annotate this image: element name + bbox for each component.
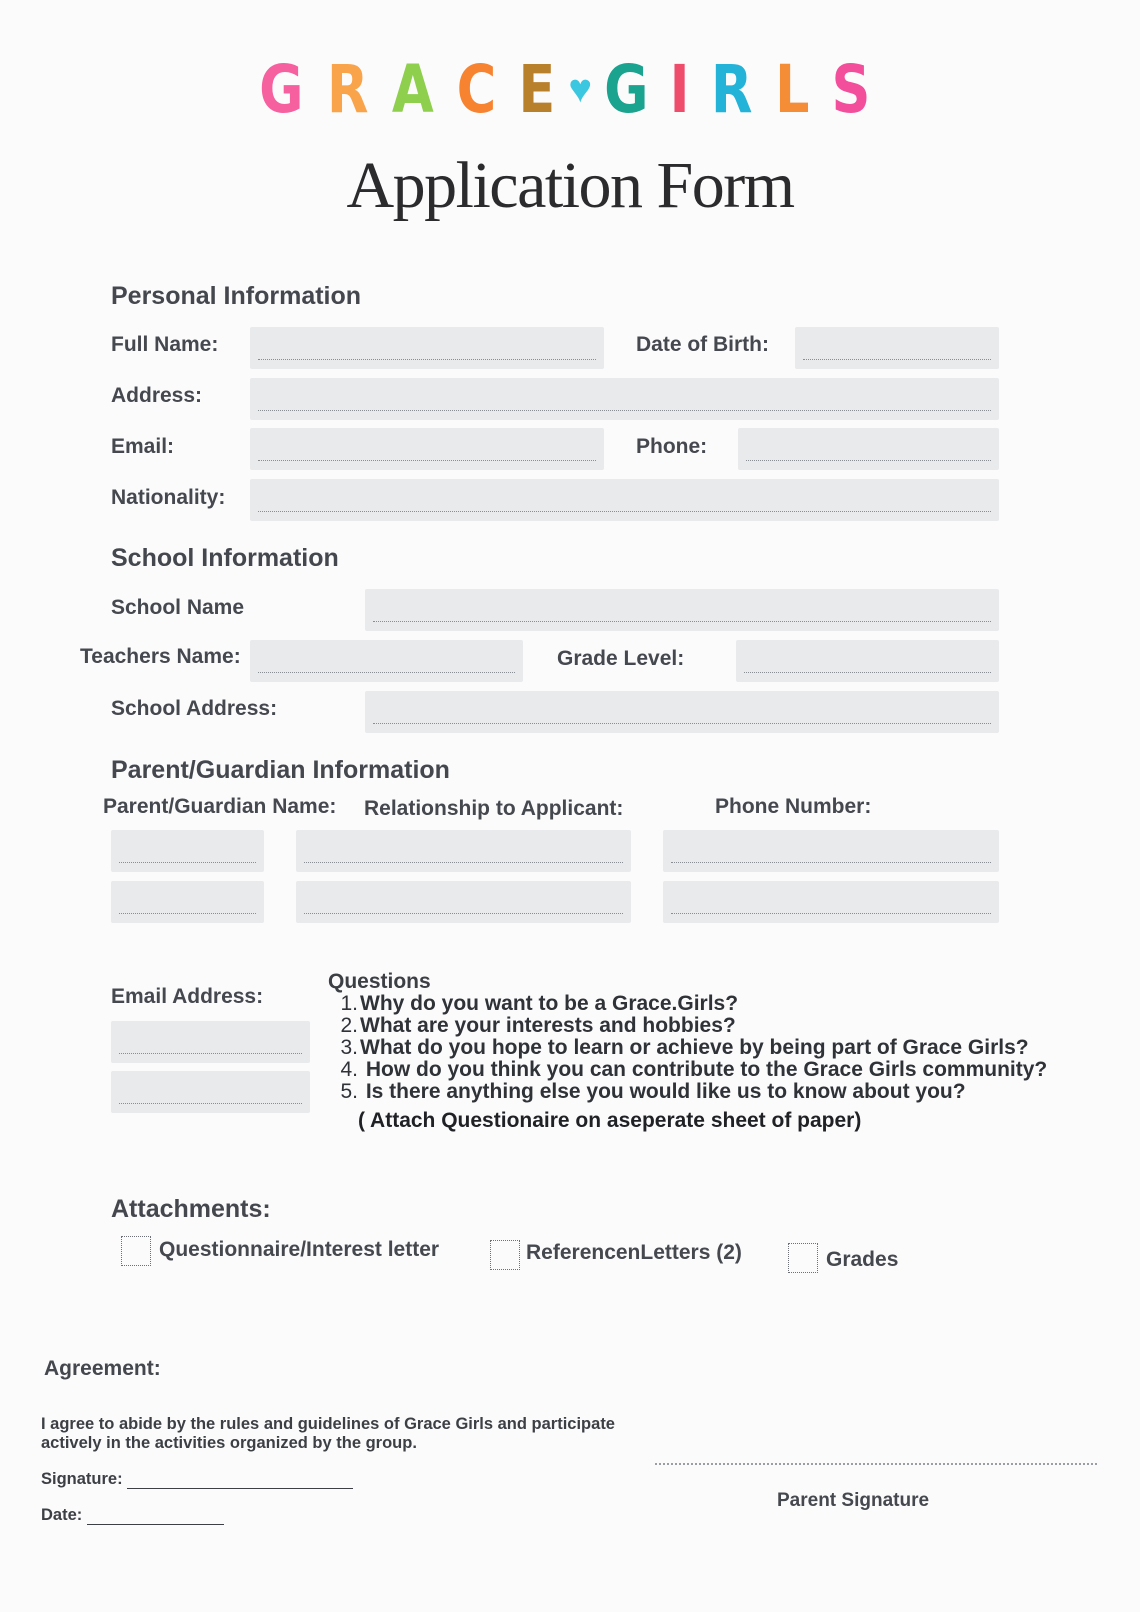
dob-label: Date of Birth:	[636, 333, 769, 356]
phone-field[interactable]	[738, 428, 999, 470]
logo-letter: A	[391, 51, 445, 128]
phone-number-column-label: Phone Number:	[715, 795, 872, 818]
questions-list	[338, 993, 1047, 1103]
heart-icon: ♥	[568, 67, 593, 111]
grace-girls-logo	[0, 50, 1140, 130]
signature-line	[41, 1470, 353, 1489]
full-name-field[interactable]	[250, 327, 604, 369]
school-name-label: School Name	[111, 596, 245, 619]
guardian-name-field-2[interactable]	[111, 881, 264, 923]
grades-checkbox[interactable]	[788, 1243, 818, 1273]
nationality-field[interactable]	[250, 479, 999, 521]
guardian-phone-field-2[interactable]	[663, 881, 999, 923]
logo-word-grace	[253, 51, 573, 128]
signature-input-line[interactable]	[127, 1474, 353, 1489]
teachers-name-field[interactable]	[250, 640, 523, 682]
school-name-field[interactable]	[365, 589, 999, 631]
reference-letters-checkbox-label: ReferencenLetters (2)	[526, 1241, 742, 1264]
agreement-text	[41, 1415, 615, 1453]
logo-letter: R	[326, 51, 380, 128]
guardian-email-label: Email Address:	[111, 985, 264, 1008]
email-label: Email:	[111, 435, 175, 458]
logo-word-girls	[598, 51, 887, 128]
relationship-field-1[interactable]	[296, 830, 631, 872]
school-info-heading: School Information	[111, 544, 339, 572]
agreement-text-line: I agree to abide by the rules and guidelines of Grace Girls and participate	[41, 1415, 615, 1433]
address-field[interactable]	[250, 378, 999, 420]
parent-signature-line[interactable]	[655, 1463, 1097, 1465]
logo-letter: E	[518, 51, 568, 128]
logo-letter: I	[669, 51, 702, 128]
questionnaire-checkbox[interactable]	[121, 1236, 151, 1266]
date-input-line[interactable]	[87, 1510, 224, 1525]
full-name-label: Full Name:	[111, 333, 219, 356]
date-label: Date:	[41, 1506, 83, 1524]
signature-label: Signature:	[41, 1470, 123, 1488]
questionnaire-checkbox-label: Questionnaire/Interest letter	[159, 1238, 440, 1261]
question-item: 5. Is there anything else you would like us to know about you?	[340, 1080, 966, 1103]
grade-level-field[interactable]	[736, 640, 999, 682]
address-label: Address:	[111, 384, 203, 407]
logo-letter: G	[258, 51, 315, 128]
attachments-heading: Attachments:	[111, 1195, 271, 1223]
question-item: 4. How do you think you can contribute to the Grace Girls community?	[340, 1058, 1048, 1081]
nationality-label: Nationality:	[111, 486, 226, 509]
question-item: 2.What are your interests and hobbies?	[340, 1014, 736, 1037]
guardian-name-field-1[interactable]	[111, 830, 264, 872]
date-line	[41, 1506, 224, 1525]
email-field[interactable]	[250, 428, 604, 470]
grade-level-label: Grade Level:	[557, 647, 685, 670]
question-item: 3.What do you hope to learn or achieve by being part of Grace Girls?	[340, 1036, 1029, 1059]
guardian-phone-field-1[interactable]	[663, 830, 999, 872]
logo-letter: L	[774, 51, 821, 128]
guardian-email-field-2[interactable]	[111, 1071, 310, 1113]
guardian-info-heading: Parent/Guardian Information	[111, 756, 450, 784]
guardian-name-column-label: Parent/Guardian Name:	[103, 795, 337, 818]
logo-letter: C	[456, 51, 508, 128]
teachers-name-label: Teachers Name:	[80, 645, 241, 668]
page-title: Application Form	[346, 149, 794, 222]
dob-field[interactable]	[795, 327, 999, 369]
logo-letter: R	[710, 51, 764, 128]
agreement-text-line: actively in the activities organized by the group.	[41, 1434, 417, 1452]
school-address-field[interactable]	[365, 691, 999, 733]
questionnaire-note: ( Attach Questionaire on aseperate sheet of paper)	[358, 1109, 862, 1132]
relationship-field-2[interactable]	[296, 881, 631, 923]
personal-info-heading: Personal Information	[111, 282, 362, 310]
school-address-label: School Address:	[111, 697, 278, 720]
logo-letter: G	[604, 51, 661, 128]
grades-checkbox-label: Grades	[826, 1248, 899, 1271]
questions-heading: Questions	[328, 970, 431, 993]
agreement-heading: Agreement:	[44, 1357, 161, 1380]
guardian-email-field-1[interactable]	[111, 1021, 310, 1063]
logo-letter: S	[831, 51, 882, 128]
phone-label: Phone:	[636, 435, 708, 458]
relationship-column-label: Relationship to Applicant:	[364, 797, 624, 820]
question-item: 1.Why do you want to be a Grace.Girls?	[340, 992, 739, 1015]
reference-letters-checkbox[interactable]	[490, 1240, 520, 1270]
parent-signature-label: Parent Signature	[777, 1490, 930, 1511]
